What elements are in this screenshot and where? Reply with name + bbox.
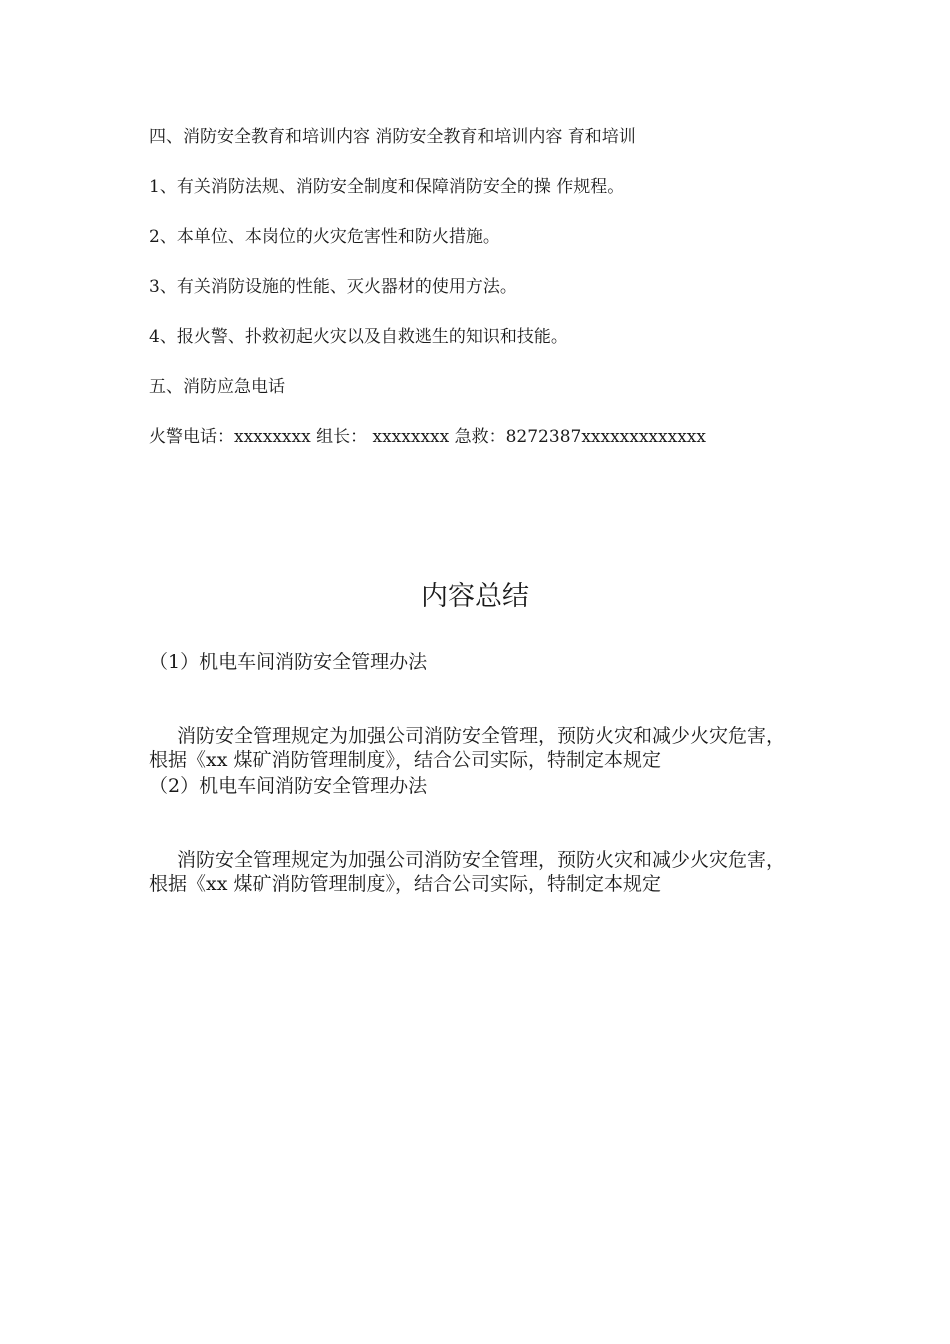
summary-block-1-heading: （1）机电车间消防安全管理办法 — [149, 651, 428, 673]
section4-item-4: 4、报火警、扑救初起火灾以及自救逃生的知识和技能。 — [149, 327, 568, 347]
section5-heading: 五、消防应急电话 — [149, 377, 285, 397]
section4-item-2: 2、本单位、本岗位的火灾危害性和防火措施。 — [149, 227, 500, 247]
summary-block-1-paragraph: 消防安全管理规定为加强公司消防安全管理，预防火灾和减少火灾危害， 根据《xx 煤矿消防管理制度》，结合公司实际，特制定本规定 — [149, 725, 786, 771]
section4-heading: 四、消防安全教育和培训内容 消防安全教育和培训内容 育和培训 — [149, 127, 636, 147]
section4-item-1: 1、有关消防法规、消防安全制度和保障消防安全的操 作规程。 — [149, 177, 625, 197]
section4-item-3: 3、有关消防设施的性能、灭火器材的使用方法。 — [149, 277, 517, 297]
emergency-phones: 火警电话：xxxxxxxx 组长： xxxxxxxx 急救：8272387xxxxxxxxxxxxx — [149, 427, 706, 447]
summary-block-2-heading: （2）机电车间消防安全管理办法 — [149, 775, 428, 797]
summary-block-2-paragraph: 消防安全管理规定为加强公司消防安全管理，预防火灾和减少火灾危害， 根据《xx 煤矿消防管理制度》，结合公司实际，特制定本规定 — [149, 849, 786, 895]
summary-title: 内容总结 — [421, 581, 529, 612]
